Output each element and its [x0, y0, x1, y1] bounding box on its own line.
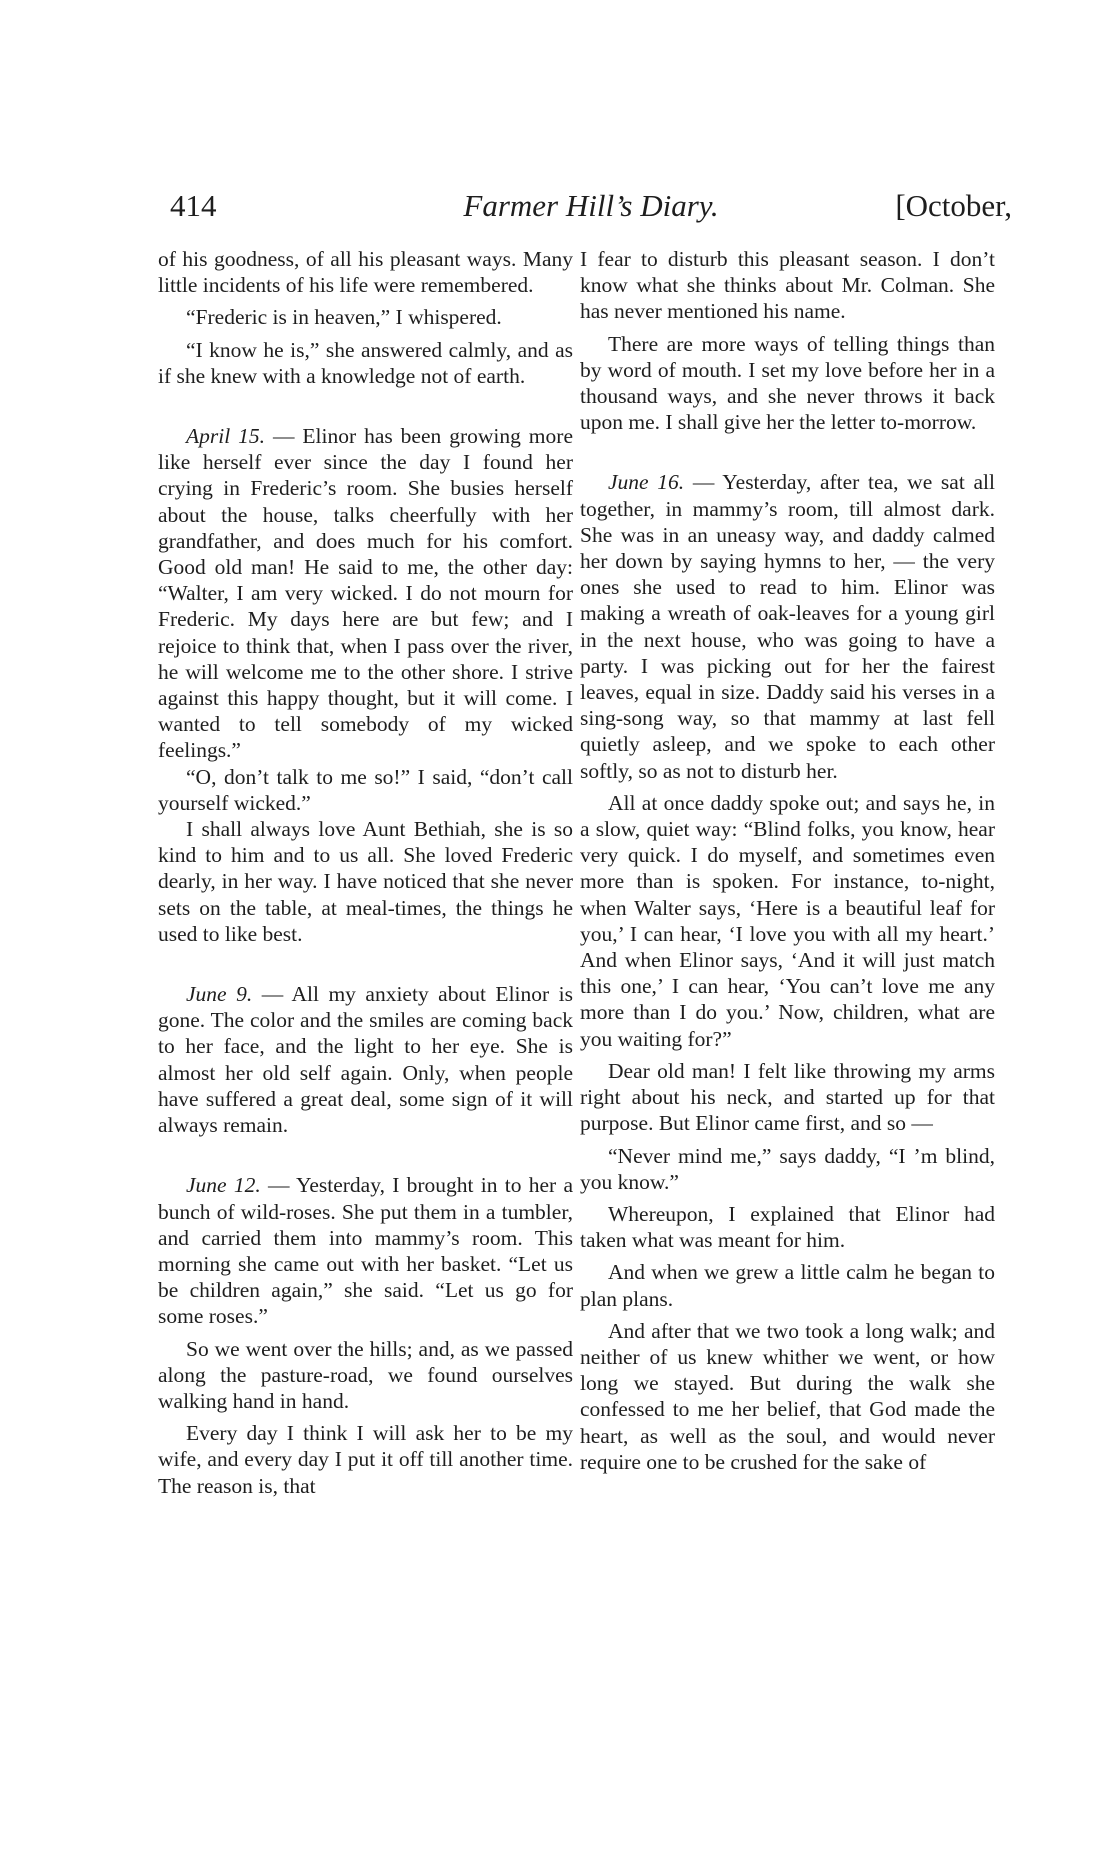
paragraph: Whereupon, I explained that Elinor had taken what was meant for him.	[580, 1201, 995, 1253]
right-column	[580, 246, 995, 1475]
paragraph: Every day I think I will ask her to be my wife, and every day I put it off till another time. The reason is, that	[158, 1421, 573, 1498]
diary-entry: April 15. — Elinor has been growing more like herself ever since the day I found her crying in Frederic’s room. She busies herself about the house, talks cheerfully with her grandfather, and does much for his comfort. Good old man! He said to me, the other day: “Walter, I am very wicked. I do not mourn for Frederic. My days here are but few; and I rejoice to think that, when I pass over the river, he will welcome me to the other shore. I strive against this happy thought, but it will come. I wanted to tell somebody of my wicked feelings.”	[158, 424, 573, 763]
diary-entry: June 16. — Yesterday, after tea, we sat all together, in mammy’s room, till almost dark. She was in an uneasy way, and daddy calmed her down by saying hymns to her, — the very ones she used to read to him. Elinor was making a wreath of oak-leaves for a young girl in the next house, who was going to have a party. I was picking out for her the fairest leaves, equal in size. Daddy said his verses in a sing-song way, so that mammy at last fell quietly asleep, and we spoke to each other softly, so as not to disturb her.	[580, 470, 996, 783]
diary-entry: June 9. — All my anxiety about Elinor is gone. The color and the smiles are coming back to her face, and the light to her eye. She is almost her old self again. Only, when people have suffered a great deal, some sign of it will always remain.	[158, 982, 573, 1138]
paragraph: All at once daddy spoke out; and says he, in a slow, quiet way: “Blind folks, you know, hear very quick. I do myself, and sometimes even more than is spoken. For instance, to-night, when Walter says, ‘Here is a beautiful leaf for you,’ I can hear, ‘I love you with all my heart.’ And when Elinor says, ‘And it will just match this one,’ I can hear, ‘You can’t love me any more than I do you.’ Now, children, what are you waiting for?”	[580, 790, 995, 1051]
paragraph: “O, don’t talk to me so!” I said, “don’t call yourself wicked.”	[158, 764, 573, 815]
paragraph: I shall always love Aunt Bethiah, she is so kind to him and to us all. She loved Frederic dearly, in her way. I have noticed that she never sets on the table, at meal-times, the things he used to like best.	[158, 817, 573, 946]
paragraph: “I know he is,” she answered calmly, and as if she knew with a knowledge not of earth.	[158, 337, 573, 388]
left-column	[158, 246, 573, 1499]
running-header	[170, 188, 1012, 238]
entry-date: June 16.	[608, 470, 685, 495]
paragraph: And when we grew a little calm he began to plan plans.	[580, 1260, 995, 1311]
entry-date: June 9.	[186, 982, 253, 1007]
paragraph: There are more ways of telling things than by word of mouth. I set my love before her in a thousand ways, and she never throws it back upon me. I shall give her the letter to-morrow.	[580, 331, 995, 435]
paragraph: of his goodness, of all his pleasant ways. Many little incidents of his life were remembered.	[158, 247, 573, 298]
running-title: Farmer Hill’s Diary.	[463, 188, 719, 223]
page-number: 414	[170, 188, 217, 223]
paragraph: I fear to disturb this pleasant season. I don’t know what she thinks about Mr. Colman. She has never mentioned his name.	[580, 247, 995, 324]
paragraph: And after that we two took a long walk; and neither of us knew whither we went, or how long we stayed. But during the walk she confessed to me her belief, that God made the heart, as well as the soul, and would never require one to be crushed for the sake of	[580, 1318, 995, 1474]
paragraph: So we went over the hills; and, as we passed along the pasture-road, we found ourselves walking hand in hand.	[158, 1336, 573, 1413]
entry-date: April 15.	[186, 424, 266, 449]
diary-entry: June 12. — Yesterday, I brought in to her a bunch of wild-roses. She put them in a tumbler, and carried them into mammy’s room. This morning she came out with her basket. “Let us be children again,” she said. “Let us go for some roses.”	[158, 1173, 573, 1329]
paragraph: “Frederic is in heaven,” I whispered.	[186, 305, 502, 330]
entry-date: June 12.	[186, 1173, 261, 1198]
paragraph: “Never mind me,” says daddy, “I ’m blind, you know.”	[580, 1143, 995, 1194]
running-month: [October,	[895, 188, 1012, 223]
paragraph: Dear old man! I felt like throwing my arms right about his neck, and started up for that purpose. But Elinor came first, and so —	[580, 1058, 995, 1136]
